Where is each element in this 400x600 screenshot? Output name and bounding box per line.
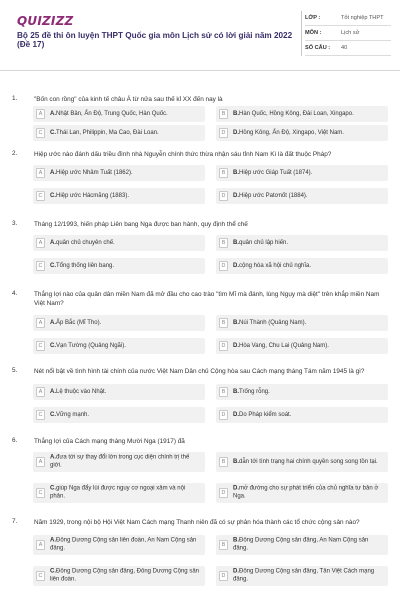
option-letter-badge: C — [36, 571, 45, 581]
option-text: cộng hòa xã hội chủ nghĩa. — [239, 262, 312, 269]
option-c[interactable] — [33, 338, 205, 354]
question-text: Tháng 12/1993, hiến pháp Liên bang Nga được ban hành, quy định thể chế — [34, 221, 248, 228]
option-text: Thái Lan, Philippin, Ma Cao, Đài Loan. — [56, 129, 159, 136]
option-text: Hiệp ước Patơnốt (1884). — [239, 192, 308, 199]
option-text: Do Pháp kiểm soát. — [239, 411, 292, 418]
question-number: 3. — [12, 220, 18, 227]
option-letter-badge: B — [219, 457, 228, 467]
option-d[interactable] — [216, 338, 388, 354]
option-letter-badge: B — [219, 387, 228, 397]
header-divider — [0, 70, 400, 71]
option-c[interactable] — [33, 258, 205, 274]
option-text: Hiệp ước Nhâm Tuất (1862). — [56, 169, 133, 176]
option-d[interactable] — [216, 483, 388, 503]
option-prefix: D. — [233, 262, 239, 269]
option-prefix: A. — [50, 110, 56, 117]
option-b[interactable] — [216, 315, 388, 331]
meta-label: MÔN : — [305, 30, 322, 36]
option-a[interactable] — [33, 535, 205, 555]
option-prefix: A. — [50, 537, 56, 544]
option-text: Đông Dương Cộng sản đảng, Đông Dương Cộng sản liên đoàn. — [50, 568, 199, 583]
worksheet-header — [0, 0, 400, 68]
option-prefix: D. — [233, 411, 239, 418]
option-letter-badge: B — [219, 168, 228, 178]
option-prefix: B. — [233, 239, 239, 246]
option-prefix: B. — [233, 169, 239, 176]
option-letter-badge: D — [219, 488, 228, 498]
option-b[interactable] — [216, 452, 388, 472]
meta-label: SỐ CÂU : — [305, 45, 331, 51]
option-prefix: B. — [233, 388, 239, 395]
option-letter-badge: D — [219, 128, 228, 138]
option-text: đưa tới sự thay đổi lớn trong cục diện chính trị thế giới. — [50, 454, 190, 469]
option-letter-badge: D — [219, 261, 228, 271]
option-d[interactable] — [216, 566, 388, 586]
question-number: 1. — [12, 95, 18, 102]
option-text: quân chủ lập hiến. — [239, 239, 289, 246]
option-prefix: A. — [50, 239, 56, 246]
option-text: Hòa Vang, Chu Lai (Quảng Nam). — [239, 342, 329, 349]
option-prefix: A. — [50, 169, 56, 176]
option-letter-badge: C — [36, 341, 45, 351]
option-text: Lệ thuộc vào Nhật. — [56, 388, 107, 395]
option-prefix: D. — [233, 342, 239, 349]
option-text: Hiệp ước Giáp Tuất (1874). — [239, 169, 313, 176]
question-text: Hiệp ước nào đánh dấu triều đình nhà Nguyễn chính thức thừa nhận sáu tỉnh Nam Kì là đất thuộc Pháp? — [34, 151, 332, 158]
option-a[interactable] — [33, 106, 205, 122]
option-a[interactable] — [33, 165, 205, 181]
option-b[interactable] — [216, 384, 388, 400]
option-prefix: C. — [50, 568, 56, 575]
option-text: Nhật Bản, Ấn Độ, Trung Quốc, Hàn Quốc. — [56, 110, 168, 117]
option-a[interactable] — [33, 384, 205, 400]
option-text: Đông Dương Cộng sản đảng, An Nam Cộng sản đảng. — [233, 537, 369, 552]
option-letter-badge: C — [36, 488, 45, 498]
option-prefix: D. — [233, 568, 239, 575]
option-prefix: B. — [233, 319, 239, 326]
option-letter-badge: D — [219, 191, 228, 201]
option-letter-badge: B — [219, 540, 228, 550]
meta-row-grade — [305, 11, 391, 26]
option-b[interactable] — [216, 165, 388, 181]
option-d[interactable] — [216, 258, 388, 274]
option-a[interactable] — [33, 452, 205, 472]
option-prefix: C. — [50, 129, 56, 136]
option-prefix: C. — [50, 411, 56, 418]
quizizz-logo: QUIZIZZ — [17, 14, 74, 28]
question-text: Thắng lợi của Cách mạng tháng Mười Nga (1917) đã — [34, 438, 185, 445]
option-text: Hàn Quốc, Hồng Kông, Đài Loan, Xingapo. — [239, 110, 354, 117]
worksheet-meta — [301, 11, 391, 56]
option-prefix: C. — [50, 342, 56, 349]
option-letter-badge: A — [36, 540, 45, 550]
option-a[interactable] — [33, 315, 205, 331]
option-letter-badge: A — [36, 387, 45, 397]
option-c[interactable] — [33, 188, 205, 204]
option-letter-badge: A — [36, 168, 45, 178]
question-text: Thắng lợi nào của quân dân miền Nam đã mở đầu cho cao trào "tìm Mĩ mà đánh, lùng Ngụy mà diệt" trên khắp miền Nam Việt Nam? — [34, 291, 380, 308]
option-letter-badge: C — [36, 128, 45, 138]
option-prefix: A. — [50, 388, 56, 395]
option-text: Ấp Bắc (Mĩ Tho). — [56, 319, 102, 326]
meta-value: 40 — [341, 45, 348, 51]
option-letter-badge: B — [219, 238, 228, 248]
option-prefix: A. — [50, 454, 56, 461]
option-text: Vạn Tường (Quảng Ngãi). — [56, 342, 126, 349]
option-letter-badge: A — [36, 238, 45, 248]
option-text: Hồng Kông, Ấn Độ, Xingapo, Việt Nam. — [239, 129, 344, 136]
option-text: Đông Dương Cộng sản liên đoàn, An Nam Cộng sản đảng. — [50, 537, 197, 552]
option-a[interactable] — [33, 235, 205, 251]
option-text: quân chủ chuyên chế. — [56, 239, 115, 246]
option-c[interactable] — [33, 566, 205, 586]
option-d[interactable] — [216, 188, 388, 204]
option-text: Đông Dương Cộng sản đảng, Tân Việt Cách mạng đảng. — [233, 568, 375, 583]
option-c[interactable] — [33, 483, 205, 503]
question-number: 2. — [12, 150, 18, 157]
option-b[interactable] — [216, 235, 388, 251]
option-letter-badge: D — [219, 571, 228, 581]
question-text: Năm 1929, trong nội bộ Hội Việt Nam Cách mạng Thanh niên đã có sự phân hóa thành các tổ chức cộng sản nào? — [34, 519, 360, 526]
option-text: Tổng thống liên bang. — [56, 262, 115, 269]
option-b[interactable] — [216, 106, 388, 122]
option-letter-badge: C — [36, 410, 45, 420]
option-text: Núi Thành (Quảng Nam). — [239, 319, 307, 326]
option-text: mở đường cho sự phát triển của chủ nghĩa tư bản ở Nga. — [233, 485, 379, 500]
meta-value: Tốt nghiệp THPT — [341, 15, 384, 21]
option-text: Vững mạnh. — [56, 411, 90, 418]
meta-row-subject — [305, 26, 391, 41]
option-prefix: C. — [50, 485, 56, 492]
question-number: 4. — [12, 290, 18, 297]
option-prefix: D. — [233, 192, 239, 199]
question-number: 7. — [12, 518, 18, 525]
option-prefix: A. — [50, 319, 56, 326]
option-d[interactable] — [216, 407, 388, 423]
option-letter-badge: B — [219, 109, 228, 119]
option-prefix: B. — [233, 458, 239, 465]
option-letter-badge: C — [36, 261, 45, 271]
option-letter-badge: A — [36, 109, 45, 119]
option-letter-badge: D — [219, 341, 228, 351]
option-letter-badge: C — [36, 191, 45, 201]
option-prefix: B. — [233, 110, 239, 117]
option-prefix: C. — [50, 192, 56, 199]
option-b[interactable] — [216, 535, 388, 555]
question-number: 6. — [12, 437, 18, 444]
meta-row-question-count — [305, 41, 391, 56]
worksheet-title: Bộ 25 đề thi ôn luyện THPT Quốc gia môn Lịch sử có lời giải năm 2022 (Đề 17) — [17, 31, 293, 49]
option-text: dẫn tới tình trạng hai chính quyền song song tồn tại. — [239, 458, 378, 465]
question-text: "Bốn con rồng" của kinh tế châu Á từ nửa sau thế kỉ XX đến nay là — [34, 96, 223, 103]
option-c[interactable] — [33, 125, 205, 141]
option-prefix: D. — [233, 129, 239, 136]
option-prefix: C. — [50, 262, 56, 269]
option-letter-badge: A — [36, 318, 45, 328]
meta-label: LỚP : — [305, 15, 321, 21]
option-text: giúp Nga đẩy lùi được nguy cơ ngoại xâm và nội phản. — [50, 485, 186, 500]
question-text: Nét nổi bật về tình hình tài chính của nước Việt Nam Dân chủ Cộng hòa sau Cách mạng tháng Tám năm 1945 là gì? — [34, 368, 365, 375]
option-text: Hiệp ước Hácmăng (1883). — [56, 192, 129, 199]
option-letter-badge: D — [219, 410, 228, 420]
question-number: 5. — [12, 367, 18, 374]
option-letter-badge: B — [219, 318, 228, 328]
option-letter-badge: A — [36, 457, 45, 467]
option-d[interactable] — [216, 125, 388, 141]
option-prefix: B. — [233, 537, 239, 544]
option-text: Trống rỗng. — [239, 388, 270, 395]
meta-value: Lịch sử — [341, 30, 360, 36]
option-c[interactable] — [33, 407, 205, 423]
option-prefix: D. — [233, 485, 239, 492]
